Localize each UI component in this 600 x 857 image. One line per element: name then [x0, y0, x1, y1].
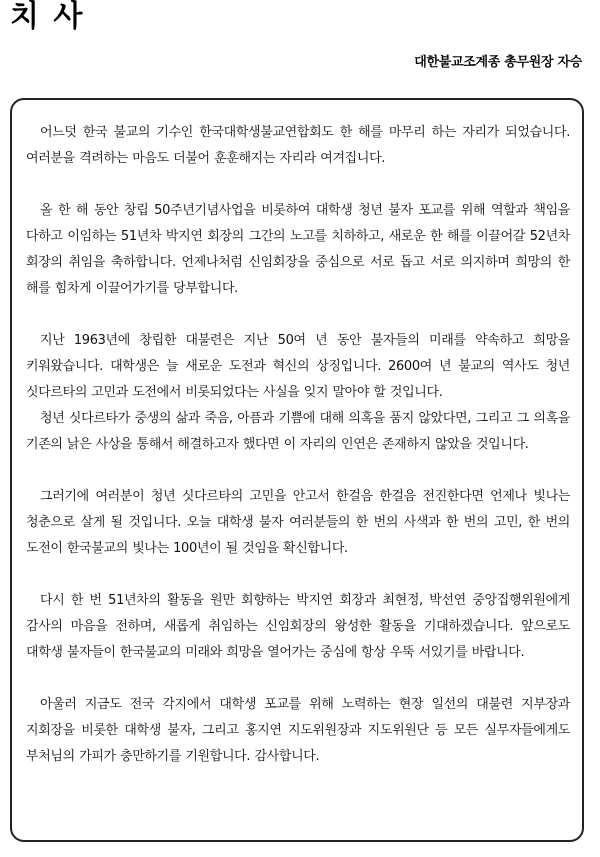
- paragraph-history: 지난 1963년에 창립한 대불련은 지난 50여 년 동안 불자들의 미래를 약속하고 희망을 키워왔습니다. 대학생은 늘 새로운 도전과 혁신의 상징입니다. 2600여 년 불교의 역사도 청년 싯다르타의 고민과 도전에서 비롯되었다는 사실을 잊지 말아야 할 것입니다.: [26, 333, 570, 400]
- paragraph-thanks: 다시 한 번 51년차의 활동을 원만 회향하는 박지연 회장과 최현정, 박선연 중앙집행위원에게 감사의 마음을 전하며, 새롭게 취임하는 신임회장의 왕성한 활동을 기대하겠습니다. 앞으로도 대학생 불자들이 한국불교의 미래와 희망을 열어가는 중심에 항상 우뚝 서있기를 바랍니다.: [26, 593, 570, 660]
- paragraph-siddhartha: 청년 싯다르타가 중생의 삶과 죽음, 아픔과 기쁨에 대해 의혹을 품지 않았다면, 그리고 그 의혹을 기존의 낡은 사상을 통해서 해결하고자 했다면 이 자리의 인연은 존재하지 않았을 것입니다.: [26, 411, 570, 452]
- signature-line: 대한불교조계종 총무원장 자승: [414, 55, 582, 70]
- page-title: 치 사: [10, 0, 85, 34]
- paragraph-anniversary: 올 한 해 동안 창립 50주년기념사업을 비롯하여 대학생 청년 불자 포교를 위해 역할과 책임을 다하고 이임하는 51년차 박지연 회장의 그간의 노고를 치하하고, 새로운 한 해를 이끌어갈 52년차 회장의 취임을 축하합니다. 언제나처럼 신임회장을 중심으로 서로 돕고 서로 의지하며 희망의 한 해를 힘차게 이끌어가기를 당부합니다.: [26, 203, 570, 296]
- paragraph-closing: 아울러 지금도 전국 각지에서 대학생 포교를 위해 노력하는 현장 일선의 대불련 지부장과 지회장을 비롯한 대학생 불자, 그리고 홍지연 지도위원장과 지도위원단 등 모든 실무자들에게도 부처님의 가피가 충만하기를 기원합니다. 감사합니다.: [26, 697, 570, 764]
- letter-body-box: [10, 98, 584, 842]
- paragraph-youth: 그러기에 여러분이 청년 싯다르타의 고민을 안고서 한걸음 한걸음 전진한다면 언제나 빛나는 청춘으로 살게 될 것입니다. 오늘 대학생 불자 여러분들의 한 번의 사색과 한 번의 고민, 한 번의 도전이 한국불교의 빛나는 100년이 될 것임을 확신합니다.: [26, 489, 570, 556]
- paragraph-opening: 어느덧 한국 불교의 기수인 한국대학생불교연합회도 한 해를 마무리 하는 자리가 되었습니다. 여러분을 격려하는 마음도 더불어 훈훈해지는 자리라 여겨집니다.: [26, 125, 570, 166]
